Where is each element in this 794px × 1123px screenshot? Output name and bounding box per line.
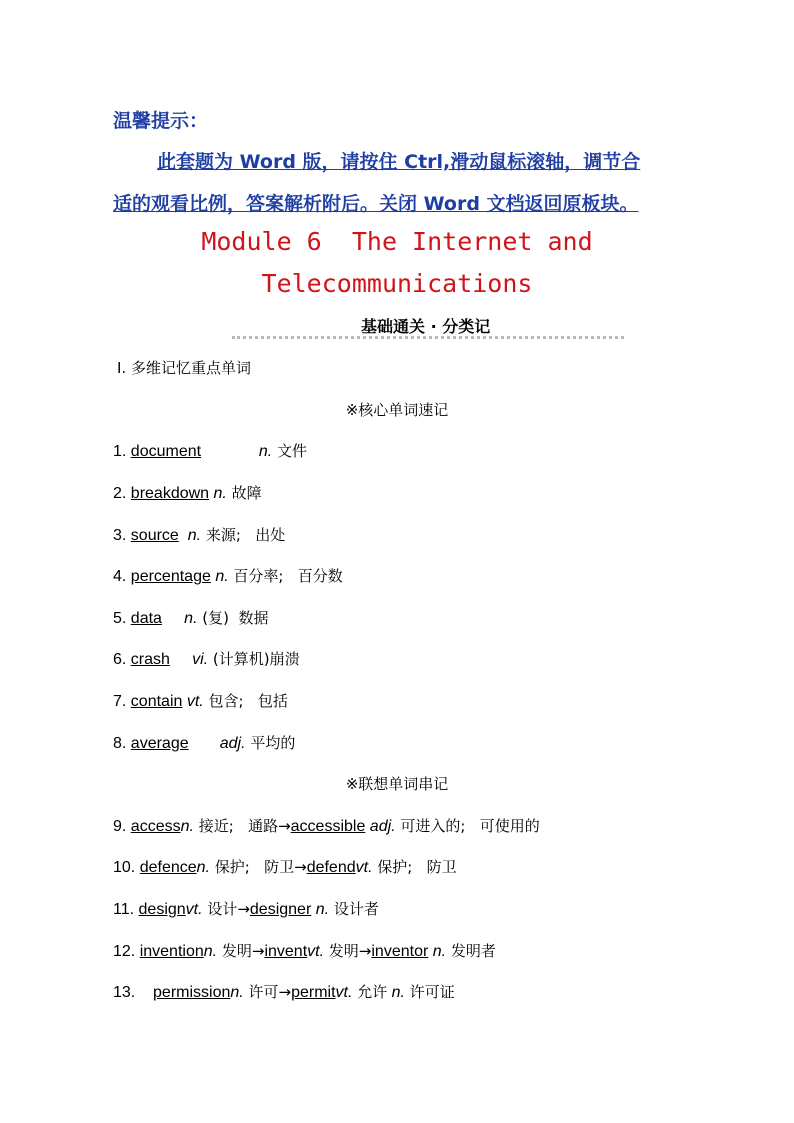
item-number: 3. xyxy=(113,527,127,544)
part-of-speech: vt. xyxy=(185,901,203,918)
part-of-speech: n. xyxy=(187,527,202,544)
item-number: 11. xyxy=(113,901,135,918)
vocab-word: average xyxy=(130,735,189,752)
spacer xyxy=(189,735,220,752)
vocab-item-2 xyxy=(113,482,262,503)
meaning: 接近; 通路→ xyxy=(193,817,291,835)
part-of-speech: vi. xyxy=(192,651,209,668)
vocab-item-7 xyxy=(113,690,288,711)
part-of-speech: n. xyxy=(213,485,227,502)
vocab-word: access xyxy=(130,818,181,835)
section-heading: 基础通关 · 分类记 xyxy=(361,317,491,336)
part-of-speech: n. xyxy=(258,443,273,460)
meaning: (计算机)崩溃 xyxy=(208,650,300,668)
vocab-word: defence xyxy=(139,859,197,876)
meaning: 发明→ xyxy=(324,942,372,960)
tip-title: 温馨提示： xyxy=(113,110,209,132)
item-number: 9. xyxy=(113,818,127,835)
tip-line-1: 此套题为 Word 版，请按住 Ctrl,滑动鼠标滚轴，调节合 xyxy=(157,151,641,173)
vocab-word: crash xyxy=(130,651,170,668)
vocab-item-11 xyxy=(113,898,379,919)
item-number: 8. xyxy=(113,735,127,752)
item-number: 12. xyxy=(113,943,136,960)
derived-word: permit xyxy=(291,984,336,1001)
meaning: 保护; 防卫 xyxy=(372,858,457,876)
vocab-item-9 xyxy=(113,815,540,836)
item-number: 10. xyxy=(113,859,136,876)
vocab-item-3 xyxy=(113,524,285,545)
part-of-speech: n. xyxy=(315,901,330,918)
item-number: 7. xyxy=(113,693,127,710)
spacer xyxy=(201,443,259,460)
item-number: 6. xyxy=(113,651,127,668)
derived-word: invent xyxy=(264,943,308,960)
vocab-word: source xyxy=(130,527,179,544)
vocab-item-6 xyxy=(113,648,300,669)
vocab-item-1 xyxy=(113,440,307,461)
derived-word: accessible xyxy=(290,818,366,835)
part-of-speech: adj. xyxy=(369,818,396,835)
item-number: 1. xyxy=(113,443,127,460)
meaning: 包含; 包括 xyxy=(203,692,288,710)
vocab-word: invention xyxy=(139,943,204,960)
meaning: 设计者 xyxy=(329,900,379,918)
vocab-item-13 xyxy=(113,981,455,1002)
derived-word: defend xyxy=(306,859,356,876)
meaning: 许可证 xyxy=(405,983,455,1001)
vocab-item-8 xyxy=(113,732,295,753)
part-of-speech: vt. xyxy=(355,859,373,876)
part-heading: Ⅰ. 多维记忆重点单词 xyxy=(117,359,251,377)
vocab-item-12 xyxy=(113,940,496,961)
vocab-item-10 xyxy=(113,856,457,877)
meaning: 允许 xyxy=(352,983,388,1001)
meaning: 许可→ xyxy=(243,983,292,1001)
meaning: 文件 xyxy=(272,442,307,460)
vocab-item-4 xyxy=(113,565,343,586)
part-of-speech: n. xyxy=(230,984,244,1001)
part-of-speech: n. xyxy=(391,984,405,1001)
vocab-word: contain xyxy=(130,693,183,710)
vocab-word: data xyxy=(130,610,162,627)
part-of-speech: n. xyxy=(184,610,198,627)
meaning: 故障 xyxy=(226,484,262,502)
dotted-divider xyxy=(232,336,624,339)
meaning: 来源; 出处 xyxy=(201,526,286,544)
core-words-heading: ※核心单词速记 xyxy=(345,401,449,419)
derived-word: designer xyxy=(249,901,312,918)
meaning: 可进入的; 可使用的 xyxy=(395,817,540,835)
vocab-word: percentage xyxy=(130,568,211,585)
part-of-speech: vt. xyxy=(335,984,353,1001)
part-of-speech: n. xyxy=(180,818,194,835)
module-title-line-2: Telecommunications xyxy=(261,269,533,298)
meaning: 保护; 防卫→ xyxy=(209,858,307,876)
part-of-speech: n. xyxy=(432,943,447,960)
meaning: 发明→ xyxy=(217,942,265,960)
meaning: 发明者 xyxy=(446,942,496,960)
meaning: 设计→ xyxy=(202,900,250,918)
module-title-line-1: Module 6 The Internet and xyxy=(201,227,593,256)
derived-word: inventor xyxy=(371,943,429,960)
vocab-item-5 xyxy=(113,607,269,628)
vocab-word: breakdown xyxy=(130,485,210,502)
part-of-speech: vt. xyxy=(186,693,204,710)
item-number: 13. xyxy=(113,984,136,1001)
meaning: (复) 数据 xyxy=(197,609,269,627)
vocab-word: permission xyxy=(153,984,231,1001)
associated-words-heading: ※联想单词串记 xyxy=(345,775,449,793)
tip-line-2: 适的观看比例，答案解析附后。关闭 Word 文档返回原板块。 xyxy=(113,193,639,215)
part-of-speech: adj. xyxy=(219,735,246,752)
part-of-speech: n. xyxy=(215,568,229,585)
part-of-speech: n. xyxy=(203,943,218,960)
vocab-word: document xyxy=(130,443,202,460)
item-number: 4. xyxy=(113,568,127,585)
spacer xyxy=(170,651,192,668)
meaning: 百分率; 百分数 xyxy=(228,567,343,585)
part-of-speech: n. xyxy=(196,859,210,876)
part-of-speech: vt. xyxy=(307,943,325,960)
meaning: 平均的 xyxy=(245,734,296,752)
item-number: 2. xyxy=(113,485,127,502)
vocab-word: design xyxy=(138,901,186,918)
spacer xyxy=(162,610,184,627)
item-number: 5. xyxy=(113,610,127,627)
